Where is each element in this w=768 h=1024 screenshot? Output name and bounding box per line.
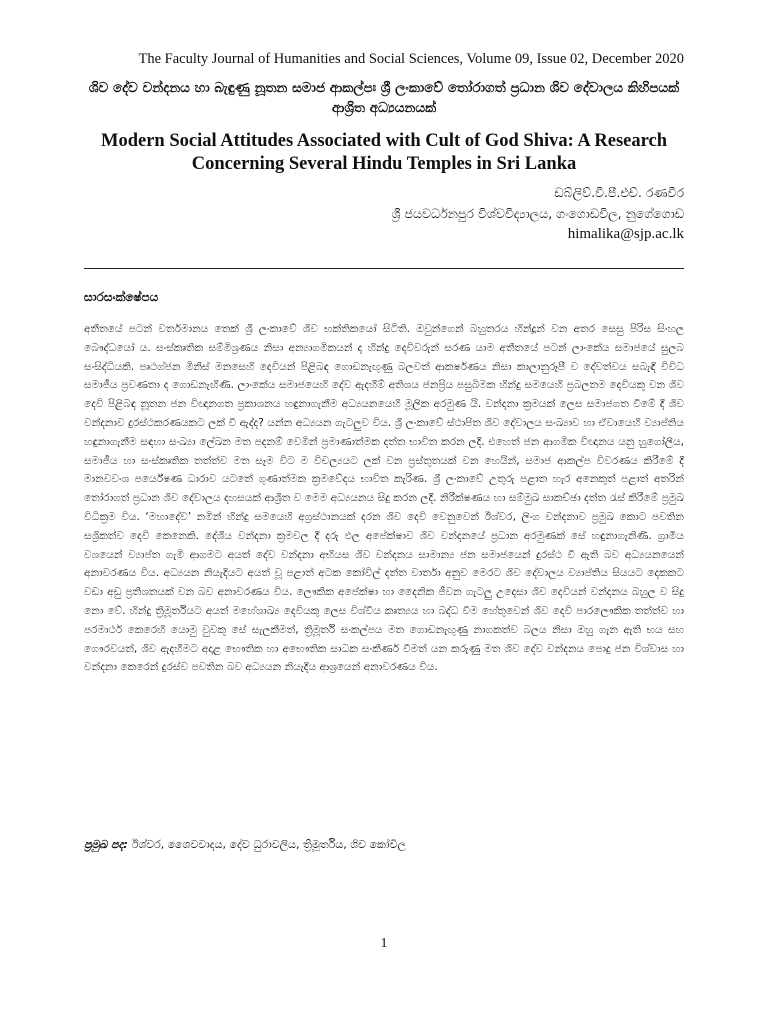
- author-affiliation: ශ්‍රී ජයවර්ධනපුර විශ්වවිද්‍යාලය, ගංගොඩවිල, නුගේගොඩ: [391, 206, 684, 221]
- page-number: 1: [380, 936, 388, 951]
- section-divider: [84, 268, 684, 269]
- author-email[interactable]: himalika@sjp.ac.lk: [567, 226, 684, 242]
- abstract-body: අතීතයේ පටන් වර්තමානය තෙක් ශ්‍රී ලංකාවේ ශිව භක්තිකයෝ සිටිති. ඔවුන්ගෙන් බහුතරය හින්දූන් වන අතර සෙසු පිරිස සිංහල බෞද්ධයෝ ය. සංස්කෘතික සම්මිශ්‍රණය නිසා අන්‍යාගමිකයන් ද හින්දු දෙවිවරුන් සරණ යාම අතීතයේ පටන් ලාංකේය සමාජයේ සුලබ සංසිද්ධියකි. පෘථග්ජන මිනිස් මනසෙහි දෙවියන් පිළිබඳ ගොඩනැඟුණු බලවත් ආකර්ෂණය නිසා කාලානුරූපී ව දේවත්වය සබැඳි විවිධ සමාජීය ප්‍රවණතා ද ගොඩනැඟිණි. ලාංකේය සමාජයෙහි දේව ඇදහීම් අතිශය ජනප්‍රිය පසුබිමක හින්දු සමයෙහි ප්‍රබලතම දෙවියකු වන ශිව දෙවි පිළිබඳ නූතන ජන විඥානගත ප්‍රකාශනය හඳුනාගැනීම අධ්‍යයනයෙහි මූලික අරමුණ යි. වන්දනා ක්‍රමයක් ලෙස සමාජගත වීමේ දී ශිව වන්දනාව දුරස්ථකරණයකට ලක් වී ඇද්ද? යන්න අධ්‍යයන ගැටලුව විය. ශ්‍රී ලංකාවේ ස්ථාපිත ශිව දේවාලය සංඛ්‍යාව හා ඒවායෙහි ව්‍යාප්තිය හඳුනාගැනීම සඳහා සංඛ්‍යා ලේඛන මත පදනම් වෙමින් ප්‍රමාණාත්මක දත්ත භාවිත කරන ලදී. එහෙත් ජන ආගමික විඥානය යනු හුගෝලීය, සමාජීය හා සංස්කෘතික තත්ත්ව මත සෑම විට ම විචල්‍යයට ලක් වන ප්‍රස්තුතයක් වන හෙයින්, සමාජ ආකල්ප විවරණය කිරීමේ දී මානවවංශ පර්යේෂණ ධාරාව යටතේ ගුණාත්මක ක්‍රමවේදය භාවිත කැරිණ. ශ්‍රී ලංකාවේ උතුරු පළාත හැර අනෙකුත් පළාත් අතරින් තෝරාගත් ප්‍රධාන ශිව දේවාලය දහසයක් ආශ්‍රිත ව මෙම අධ්‍යයනය සිදු කරන ලදී. නිරීක්ෂණය හා සම්මුඛ සාකච්ඡා දත්ත රැස් කිරීමේ ප්‍රමුඛ විධික්‍රම විය. ‘මහාදේව’ නමින් හින්දු සමයෙහි අග්‍රස්ථානයක් දරන ශිව දෙවි වෙනුවෙන් ඊශ්වර, ලිංග වන්දනාව ප්‍රමුඛ කොට පවතින සශ්‍රිකත්ව දෙවි කෙනෙකි. දේශීය වන්දනා ක්‍රමවල දී දරු ඵල අපේක්ෂාව ශිව වන්දනයේ ප්‍රධාන අරමුණක් සේ හඳුනාගැනිණි. ග්‍රාමීය වශයෙන් ව්‍යාප්ත ගැමි ආගමට අයත් දේව වන්දනා අභියස ශිව වන්දනය සාමාන්‍ය ජන සමාජයෙන් දුරස්ථ වී ඇති බව අධ්‍යයනයෙන් අනාවරණය විය. අධ්‍යයන නියැදියට අයත් වූ පළාත් අටක කෝවිල් දත්ත වාර්තා අනුව මෙරට ශිව දේවාලය ව්‍යාප්තිය සියයට දෙකකට වඩා අඩු ප්‍රතිශතයක් වන බව අනාවරණය විය. ලෞකික අපේක්ෂා හා දෛනික ජීවන ගැටලු උදෙසා ශිව දෙවියන් වන්දනය බහුල ව සිදු නො වේ. හින්දු ත්‍රිමූර්තියට අයත් මහේශාඛ්‍ය දෙවියකු ලෙස විශ්වීය කෘත්‍යය හා බද්ධ වීම හේතුවෙන් ශිව දෙවි පාරලෞකික තත්ත්ව හා පරමාර්ථ කෙරෙහි යොමු වුවකු සේ සැලකීමත්, ත්‍රිමූර්ති සංකල්පය මත ගොඩනැඟුණු නාගකත්ව බලය නිසා ඔහු ගැන ඇති භය සහ ගෞරවයත්, ශිව ඇදහීමට අදාළ භෞතික හා අභෞතික සාධක සංකීර්ණ වීමත් යන කරුණු මත ශිව දේව වන්දනය පොදු ජන විශ්වාස හා වන්දනා කෙරෙන් දුරස්ව පවතින බව අධ්‍යයන නියැදිය ආශ්‍රයෙන් අනාවරණය විය.: [84, 323, 684, 674]
- author-name: ඩබ්ලිව්.වී.පී.එච්. රණවීර: [554, 185, 684, 200]
- keywords-terms: ඊශ්වර, ශෛවවාදය, දේව ධුරාවලිය, ත්‍රිමූර්තිය, ශිව කෝවිල: [131, 838, 406, 851]
- english-title: Modern Social Attitudes Associated with Cult of God Shiva: A Research Concerning Several Hindu Temples in Sri Lanka: [101, 131, 667, 174]
- abstract-heading: සාරසංක්ෂේපය: [84, 290, 159, 304]
- author-block: [392, 182, 684, 245]
- journal-header: The Faculty Journal of Humanities and Social Sciences, Volume 09, Issue 02, December 2020: [138, 51, 684, 67]
- keywords-line: [84, 836, 684, 854]
- keywords-label: ප්‍රමුඛ පද:: [84, 838, 132, 851]
- sinhala-title: ශිව දේව වන්දනය හා බැඳුණු නූතන සමාජ ආකල්පඃ ශ්‍රී ලංකාවේ තෝරාගත් ප්‍රධාන ශිව දේවාලය කිහිපයක් ආශ්‍රිත අධ්‍යයනයක්: [88, 80, 680, 116]
